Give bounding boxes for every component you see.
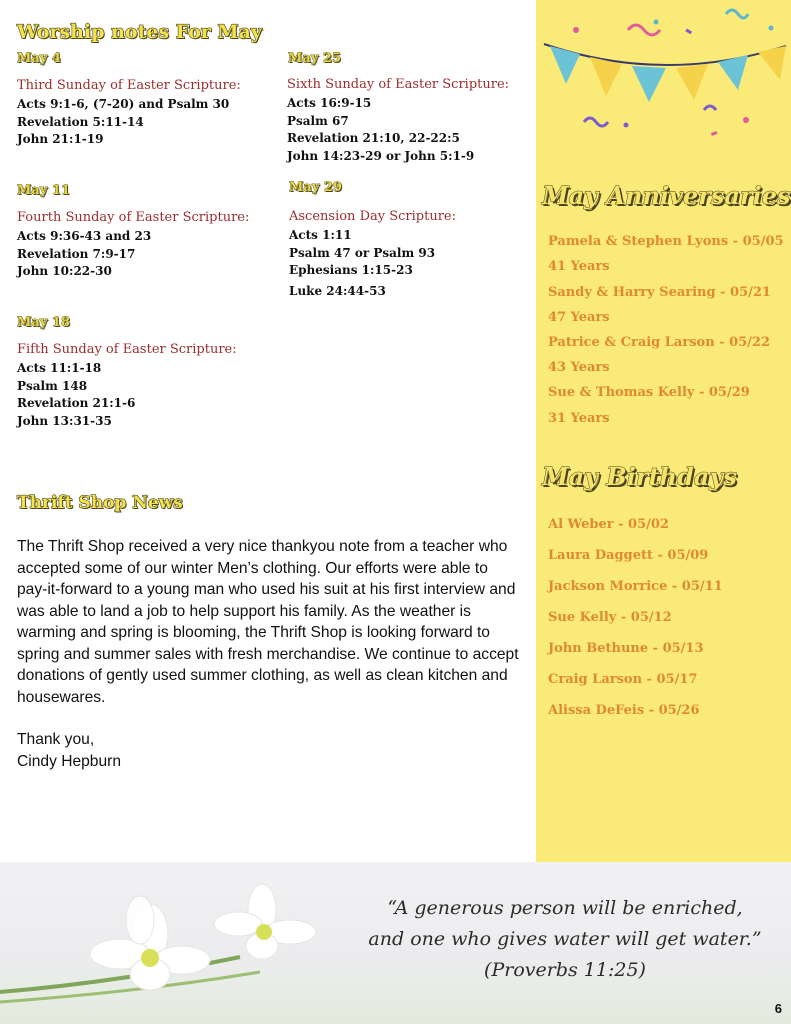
scripture-title: Ascension Day Scripture:	[289, 209, 456, 224]
anniversary-years: 41 Years	[548, 259, 610, 274]
scripture-line: Psalm 67	[287, 113, 349, 128]
scripture-line: Ephesians 1:15-23	[289, 263, 413, 277]
scripture-title: Fifth Sunday of Easter Scripture:	[17, 342, 237, 357]
scripture-block-may-11	[17, 210, 249, 281]
scripture-line: Acts 1:11	[289, 228, 352, 242]
scripture-line: Revelation 7:9-17	[17, 246, 136, 261]
sidebar	[536, 0, 791, 862]
scripture-line: John 21:1-19	[17, 132, 104, 146]
anniversary-years: 31 Years	[548, 411, 610, 426]
birthdays-title: May Birthdays	[542, 462, 737, 491]
scripture-title: Sixth Sunday of Easter Scripture:	[287, 77, 510, 92]
page-number: 6	[774, 1001, 782, 1016]
quote-line-2: and one who gives water will get water.”	[368, 928, 762, 950]
scripture-line: John 13:31-35	[17, 413, 112, 428]
scripture-line: Revelation 21:10, 22-22:5	[287, 131, 460, 145]
birthday-item: Jackson Morrice - 05/11	[548, 579, 723, 594]
thrift-closing: Thank you,	[17, 731, 95, 748]
birthday-item: Sue Kelly - 05/12	[548, 610, 672, 625]
scripture-line: John 14:23-29 or John 5:1-9	[287, 148, 475, 163]
scripture-line: Acts 11:1-18	[17, 361, 102, 375]
birthday-item: Alissa DeFeis - 05/26	[548, 703, 700, 718]
thrift-signature: Cindy Hepburn	[17, 752, 122, 770]
scripture-line: Psalm 47 or Psalm 93	[289, 245, 436, 260]
date-may-25: May 25	[288, 51, 341, 66]
anniversary-item: Sandy & Harry Searing - 05/21	[548, 285, 771, 300]
scripture-title: Third Sunday of Easter Scripture:	[17, 78, 241, 93]
scripture-title: Fourth Sunday of Easter Scripture:	[17, 210, 250, 225]
anniversaries-title: May Anniversaries	[542, 181, 791, 210]
scripture-line: Revelation 21:1-6	[17, 396, 136, 410]
quote-line-1: “A generous person will be enriched,	[387, 897, 743, 919]
anniversary-item: Pamela & Stephen Lyons - 05/05	[548, 234, 784, 249]
scripture-line: Acts 9:36-43 and 23	[17, 229, 152, 243]
scripture-block-may-4	[17, 78, 241, 149]
thrift-title: Thrift Shop News	[17, 493, 183, 513]
birthday-item: Al Weber - 05/02	[548, 517, 669, 532]
scripture-line: Psalm 148	[17, 378, 88, 393]
anniversary-item: Patrice & Craig Larson - 05/22	[548, 335, 771, 350]
party-bunting-icon	[536, 0, 791, 150]
birthday-item: Craig Larson - 05/17	[548, 672, 698, 687]
scripture-line: Acts 16:9-15	[287, 96, 372, 110]
white-flowers-icon	[0, 862, 340, 1024]
anniversary-item: Sue & Thomas Kelly - 05/29	[548, 385, 750, 400]
scripture-line: Revelation 5:11-14	[17, 114, 144, 129]
scripture-line: Acts 9:1-6, (7-20) and Psalm 30	[17, 97, 230, 111]
scripture-line: Luke 24:44-53	[289, 283, 386, 298]
anniversary-years: 43 Years	[548, 360, 610, 375]
scripture-line: John 10:22-30	[17, 264, 112, 278]
thrift-body-text: The Thrift Shop received a very nice thankyou note from a teacher who accepted some of our winter Men’s clothing. Our efforts were able to pay-it-forward to a young man who used his suit at his first interview and was able to land a job to help support his family. As the weather is warming and spring is blooming, the Thrift Shop is looking forward to spring and summer sales with fresh merchandise. We continue to accept donations of gently used summer clothing, as well as clean kitchen and housewares.	[17, 538, 519, 706]
date-may-11: May 11	[17, 183, 70, 198]
date-may-29: May 29	[289, 180, 342, 195]
date-may-4: May 4	[17, 51, 61, 66]
footer-banner	[0, 862, 791, 1024]
anniversary-years: 47 Years	[548, 310, 610, 325]
thrift-article	[17, 536, 522, 772]
scripture-block-may-29	[289, 209, 456, 300]
scripture-block-may-18	[17, 342, 237, 430]
birthday-item: Laura Daggett - 05/09	[548, 548, 709, 563]
quote-citation: (Proverbs 11:25)	[484, 959, 646, 981]
scripture-block-may-25	[287, 77, 509, 165]
birthday-item: John Bethune - 05/13	[548, 641, 704, 656]
date-may-18: May 18	[17, 315, 70, 330]
worship-title: Worship notes For May	[17, 21, 262, 43]
